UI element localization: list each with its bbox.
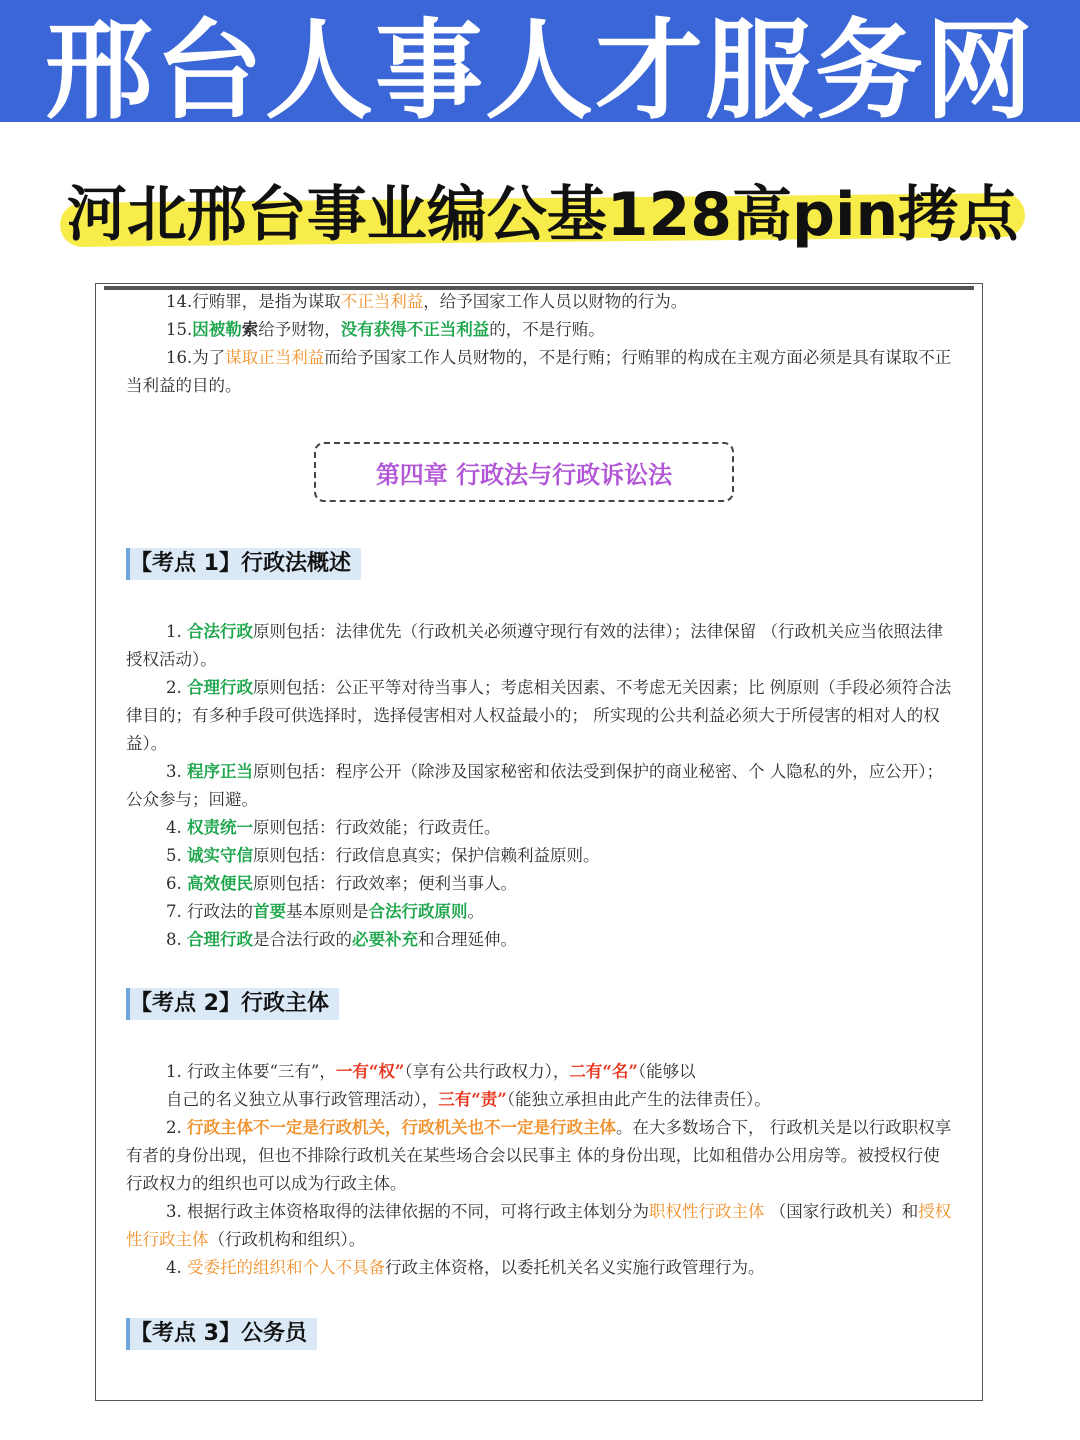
site-title: 邢台人事人才服务网 [44, 8, 1035, 122]
document-page [95, 283, 983, 1401]
s1-item-3: 3. 程序正当原则包括：程序公开（除涉及国家秘密和依法受到保护的商业秘密、个 人隐私的外，应公开）；公众参与；回避。 [126, 762, 943, 809]
item-16: 16.为了谋取正当利益而给予国家工作人员财物的，不是行贿；行贿罪的构成在主观方面必须是具有谋取不正当利益的目的。 [126, 348, 952, 395]
header-banner [0, 0, 1080, 122]
chapter-title: 第四章 行政法与行政诉讼法 [375, 460, 673, 489]
chapter-heading-box [314, 442, 734, 502]
s1-item-8: 8. 合理行政是合法行政的必要补充和合理延伸。 [166, 930, 517, 949]
s1-item-1: 1. 合法行政原则包括：法律优先（行政机关必须遵守现行有效的法律）；法律保留 （行政机关应当依照法律授权活动）。 [126, 622, 943, 669]
item-14: 14.行贿罪，是指为谋取不正当利益，给予国家工作人员以财物的行为。 [166, 292, 688, 311]
s1-item-7: 7. 行政法的首要基本原则是合法行政原则。 [166, 902, 484, 921]
section-heading-1: 【考点 1】行政法概述 [126, 548, 361, 580]
s1-item-5: 5. 诚实守信原则包括：行政信息真实；保护信赖利益原则。 [166, 846, 600, 865]
subtitle-block [60, 170, 1025, 250]
subtitle: 河北邢台事业编公基128高pin拷点 [66, 180, 1019, 250]
item-15: 15.因被勒索给予财物，没有获得不正当利益的，不是行贿。 [166, 320, 605, 339]
s2-item-2: 2. 行政主体不一定是行政机关，行政机关也不一定是行政主体。在大多数场合下， 行政机关是以行政职权享有者的身份出现，但也不排除行政机关在某些场合会以民事主 体的身份出现，比如租借办公用房等。被授权行使行政权力的组织也可以成为行政主体。 [126, 1118, 952, 1193]
s2-item-1: 1. 行政主体要“三有”，一有“权”（享有公共行政权力），二有“名”（能够以 自己的名义独立从事行政管理活动），三有“责”（能独立承担由此产生的法律责任）。 [166, 1062, 771, 1109]
section-heading-3: 【考点 3】公务员 [126, 1318, 317, 1350]
s1-item-6: 6. 高效便民原则包括：行政效率；便利当事人。 [166, 874, 517, 893]
s2-item-3: 3. 根据行政主体资格取得的法律依据的不同，可将行政主体划分为职权性行政主体 （国家行政机关）和授权性行政主体（行政机构和组织）。 [126, 1202, 952, 1249]
s1-item-4: 4. 权责统一原则包括：行政效能；行政责任。 [166, 818, 501, 837]
s2-item-4: 4. 受委托的组织和个人不具备行政主体资格，以委托机关名义实施行政管理行为。 [166, 1258, 765, 1277]
s1-item-2: 2. 合理行政原则包括：公正平等对待当事人；考虑相关因素、不考虑无关因素；比 例原则（手段必须符合法律目的；有多种手段可供选择时，选择侵害相对人权益最小的； 所实现的公共利益必须大于所侵害的相对人的权益）。 [126, 678, 952, 753]
section-heading-2: 【考点 2】行政主体 [126, 988, 339, 1020]
